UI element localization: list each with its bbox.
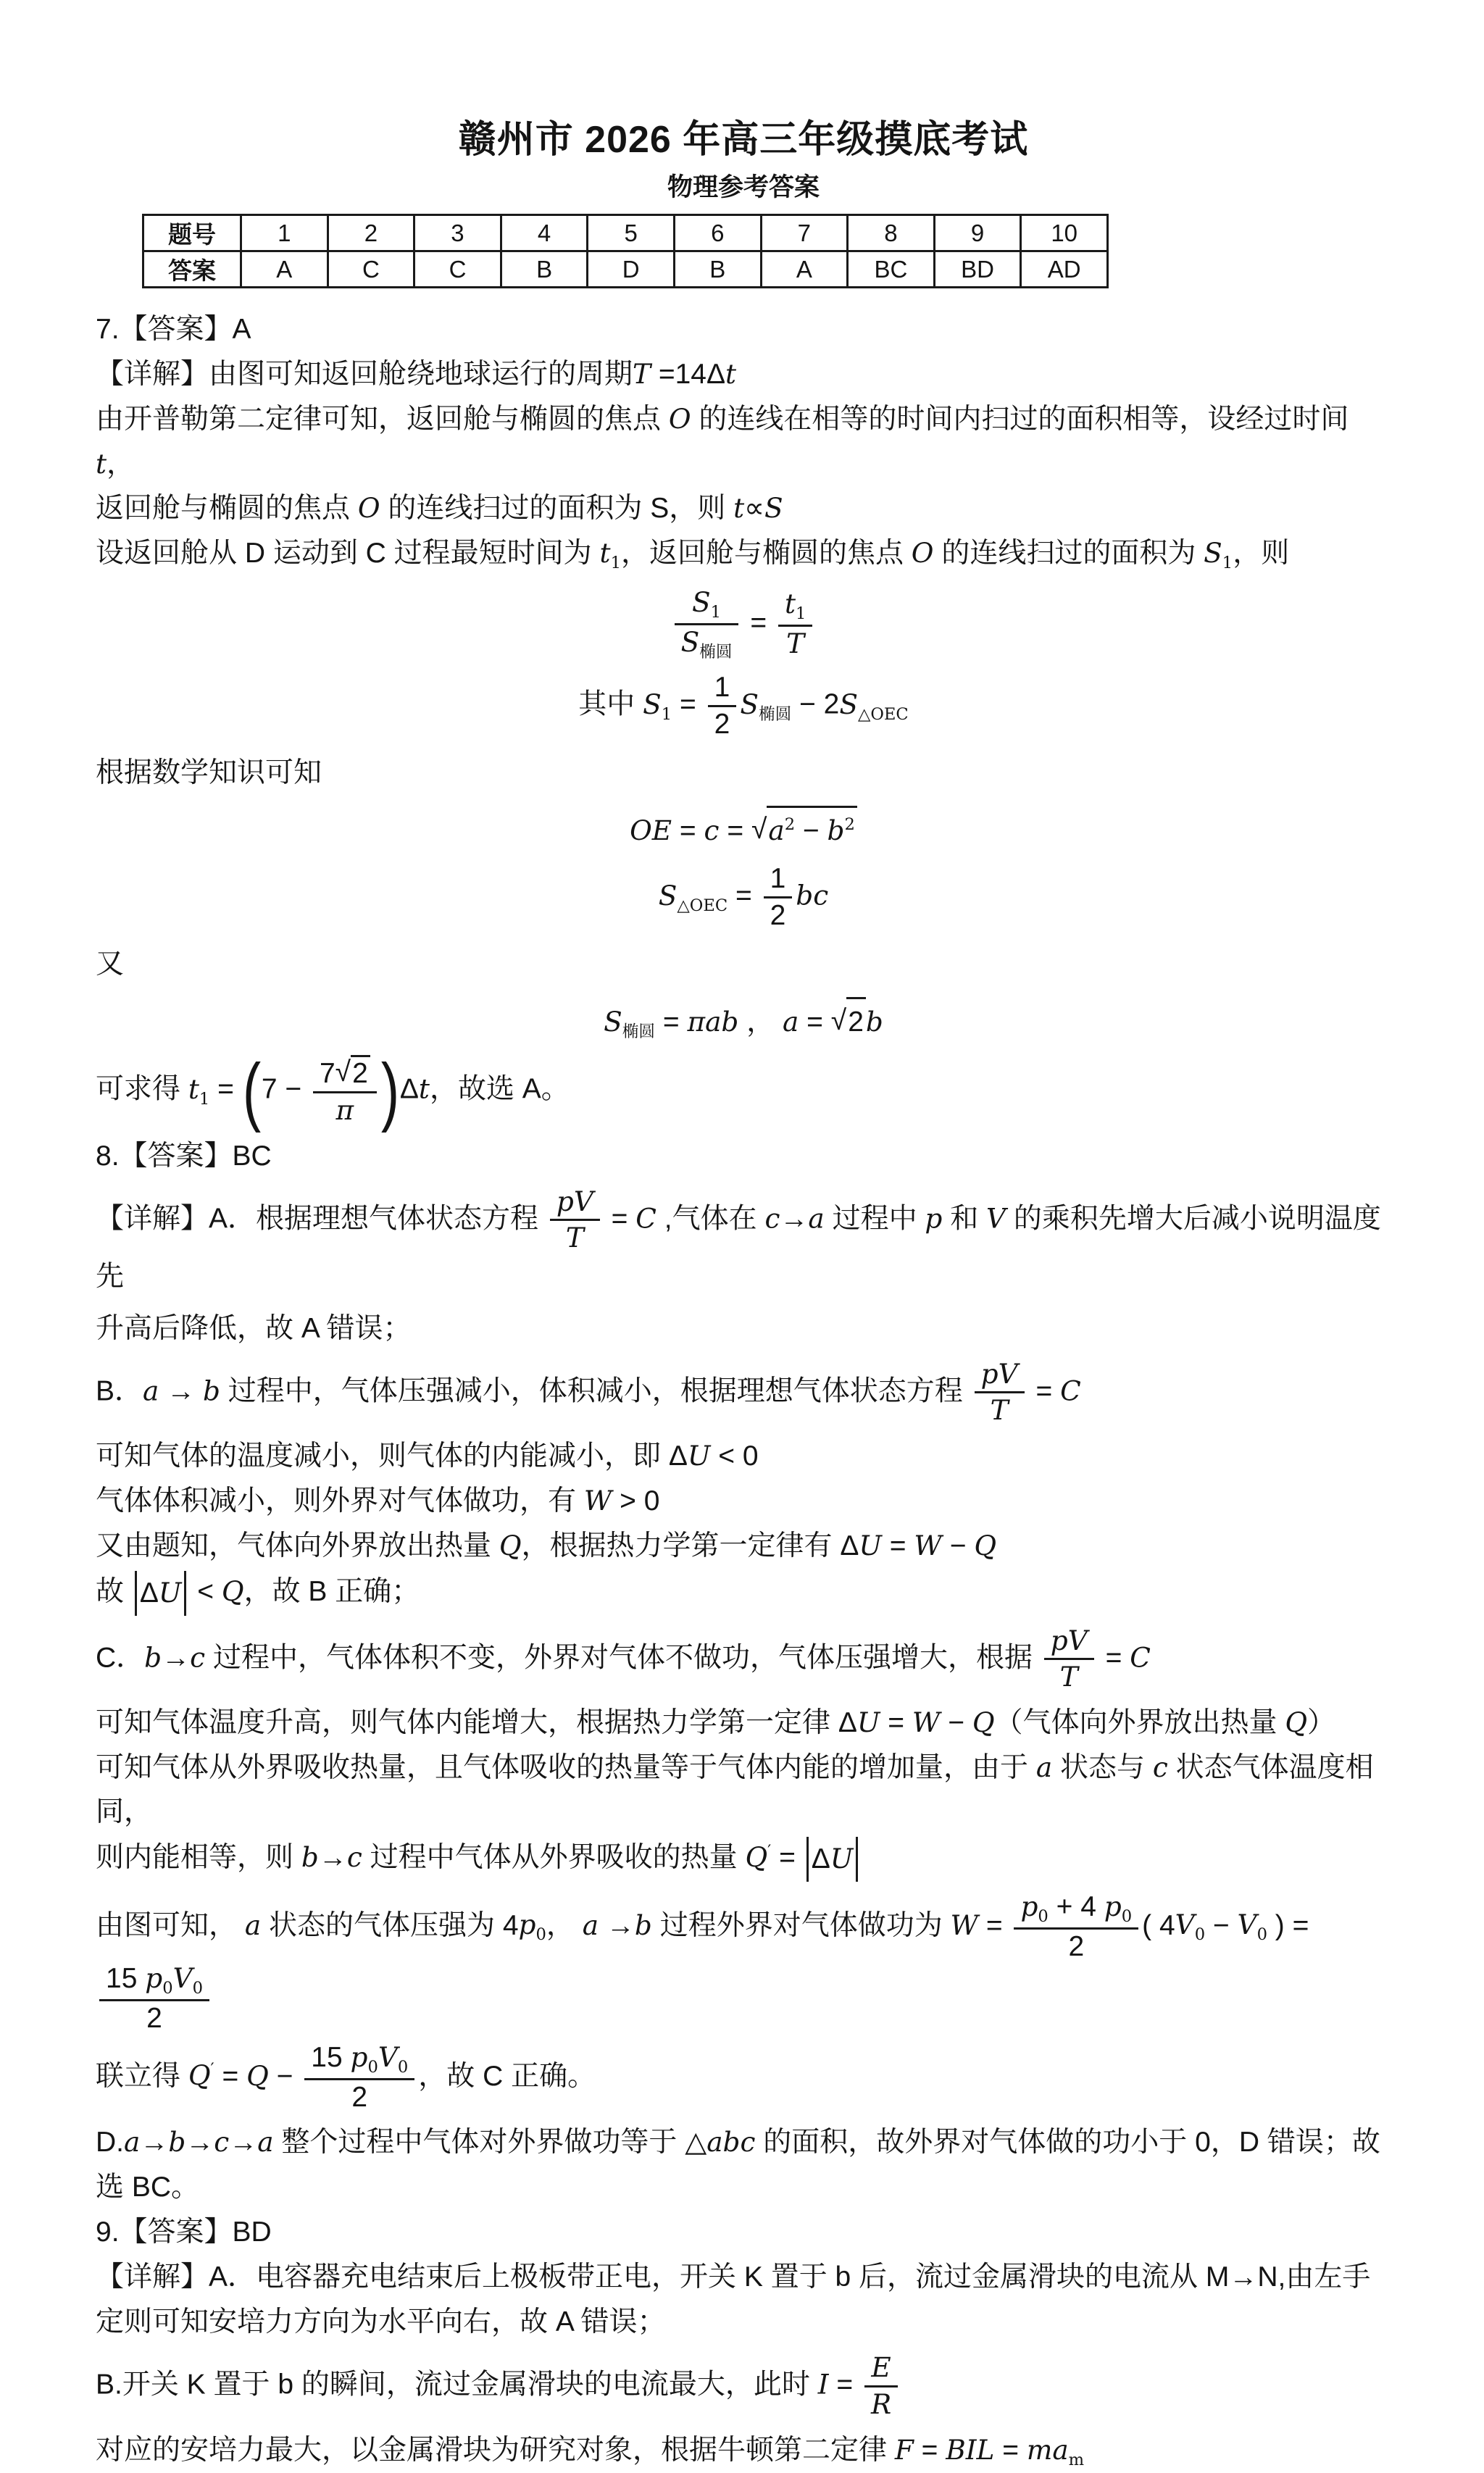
q7-formula-5: $S_{椭圆} = \pi ab$ ， a = √2b [96, 997, 1391, 1046]
answer-cell: C [414, 251, 501, 288]
answer-table-body [143, 215, 1108, 288]
q8-detail-c5: 由图可知， a 状态的气体压强为 $4p_0$， a →b 过程外界对气体做功为 W = $\frac{p_0 + 4 p_0}{2}$ ( $4V_0 - V_0$ ) = $\frac{15 p_0V_0}{2}$ [96, 1890, 1309, 2034]
q8-detail-b1: B．a → b 过程中，气体压强减小，体积减小，根据理想气体状态方程 $\frac{pV}{T}$ = C [96, 1357, 1081, 1427]
answer-cell: 2 [328, 215, 414, 251]
answer-cell: 6 [674, 215, 761, 251]
answer-cell: 8 [848, 215, 935, 251]
q8-detail-c6: 联立得 Q′ = Q − $\frac{15 p_0V_0}{2}$ ，故 C 正确。 [96, 2040, 596, 2113]
q7-detail-5: 根据数学知识可知 [96, 756, 322, 788]
answer-cell: 4 [501, 215, 588, 251]
q8-detail-b5: 故 ΔU < Q，故 B 正确； [96, 1569, 1391, 1618]
q9-detail-a1: 【详解】A．电容器充电结束后上极板带正电，开关 K 置于 b 后，流过金属滑块的电流从 M→N,由左手 [96, 2261, 1371, 2293]
q8-detail-b4: 又由题知，气体向外界放出热量 Q，根据热力学第一定律有 ΔU = W − Q [96, 1529, 997, 1561]
q8-detail-d2: 选 BC。 [96, 2172, 200, 2203]
answer-cell: 7 [761, 215, 848, 251]
answer-cell: C [328, 251, 414, 288]
q8-detail-c2: 可知气体温度升高，则气体内能增大，根据热力学第一定律 ΔU = W − Q（气体向外界放出热量 Q） [96, 1706, 1336, 1738]
row-header-cell: 答案 [143, 251, 241, 288]
q7-formula-2: 其中 $S_1$ = $\frac{1}{2}$ $S_{椭圆} - 2S_{\triangle OEC}$ [578, 672, 909, 740]
answer-cell: 10 [1021, 215, 1108, 251]
q8-detail-a1: 【详解】A．根据理想气体状态方程 $\frac{pV}{T}$ = C ,气体在 c→a 过程中 p 和 V 的乘积先增大后减小说明温度先 [96, 1185, 1381, 1292]
answer-cell: BC [848, 251, 935, 288]
question-number-row [143, 215, 1108, 251]
answer-cell: AD [1021, 251, 1108, 288]
q7-detail-6: 又 [96, 948, 125, 980]
q7-formula-3: OE = $c = √a^2 - b^2$ [96, 806, 1391, 854]
q8-detail-c1: C．b→c 过程中，气体体积不变，外界对气体不做功，气体压强增大，根据 $\frac{pV}{T}$ = C [96, 1624, 1151, 1693]
row-header-cell: 题号 [143, 215, 241, 251]
q7-detail-7: 可求得 $t_1$ = ( 7 − $\frac{7√2}{\pi}$ ) Δt，故选 A。 [96, 1048, 570, 1133]
q8-answer: 8.【答案】BC [96, 1140, 272, 1172]
q7-detail-4: 设返回舱从 D 运动到 C 过程最短时间为 $t_1$，返回舱与椭圆的焦点 O 的连线扫过的面积为 $S_1$，则 [96, 537, 1290, 573]
answer-table [142, 214, 1109, 288]
q7-detail-1: 【详解】由图可知返回舱绕地球运行的周期T =14Δt [96, 358, 737, 390]
q7-answer: 7.【答案】A [96, 314, 251, 345]
q7-detail-3: 返回舱与椭圆的焦点 O 的连线扫过的面积为 S，则 t∝S [96, 492, 783, 525]
q8-detail-c3: 可知气体从外界吸收热量，且气体吸收的热量等于气体内能的增加量，由于 a 状态与 c 状态气体温度相同， [96, 1751, 1374, 1828]
answer-cell: B [501, 251, 588, 288]
answer-cell: 3 [414, 215, 501, 251]
answer-cell: 5 [588, 215, 675, 251]
q9-detail-b1: B.开关 K 置于 b 的瞬间，流过金属滑块的电流最大，此时 I = $\frac{E}{R}$ [96, 2352, 1391, 2420]
q8-detail-a2: 升高后降低，故 A 错误； [96, 1312, 412, 1344]
answer-cell: 1 [241, 215, 328, 251]
answer-cell: 9 [934, 215, 1021, 251]
q9-detail-a2: 定则可知安培力方向为水平向右，故 A 错误； [96, 2306, 666, 2338]
q7-detail-2: 由开普勒第二定律可知，返回舱与椭圆的焦点 O 的连线在相等的时间内扫过的面积相等，设经过时间 t， [96, 403, 1349, 480]
answer-cell: A [761, 251, 848, 288]
q8-detail-b3: 气体体积减小，则外界对气体做功，有 W > 0 [96, 1484, 660, 1517]
q7-formula-4: $S_{\triangle OEC}$ = $\frac{1}{2}$ bc [658, 863, 829, 931]
answer-cell: D [588, 251, 675, 288]
answer-row [143, 251, 1108, 288]
q9-detail-b2: 对应的安培力最大，以金属滑块为研究对象，根据牛顿第二定律 F = BIL = $ma_m$ [96, 2433, 1085, 2469]
answer-cell: A [241, 251, 328, 288]
q8-detail-b2: 可知气体的温度减小，则气体的内能减小，即 ΔU < 0 [96, 1439, 759, 1472]
answer-cell: B [674, 251, 761, 288]
q9-answer: 9.【答案】BD [96, 2216, 272, 2248]
page-subtitle: 物理参考答案 [667, 173, 820, 201]
q7-formula-1: $S_1$ $S_{椭圆}$ = $\frac{t_1}{T}$ [96, 587, 1391, 662]
q8-detail-d1: D.a→b→c→a 整个过程中气体对外界做功等于 △abc 的面积，故外界对气体做的功小于 0，D 错误；故 [96, 2126, 1380, 2159]
page-title: 赣州市 2026 年高三年级摸底考试 [458, 119, 1029, 161]
answer-cell: BD [934, 251, 1021, 288]
q8-detail-c4: 则内能相等，则 b→c 过程中气体从外界吸收的热量 Q′ = ΔU [96, 1835, 1391, 1884]
solutions [96, 307, 1391, 2473]
